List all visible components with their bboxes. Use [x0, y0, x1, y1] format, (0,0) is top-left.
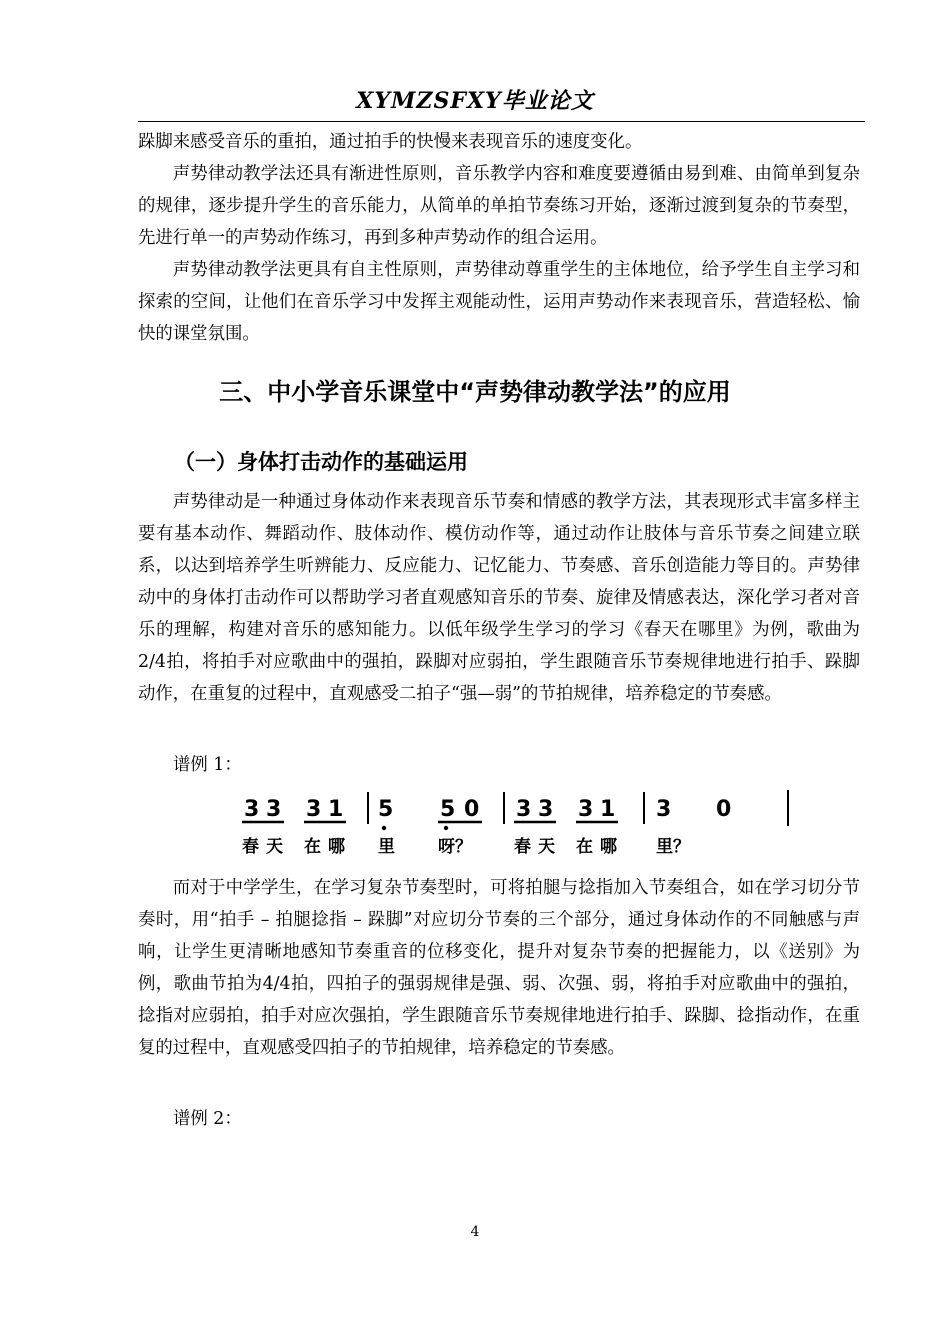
score-lyric: 哪	[328, 837, 345, 857]
page-number: 4	[470, 1224, 480, 1240]
score-lyric: 哪	[600, 837, 617, 857]
score-note: 5	[378, 797, 394, 822]
octave-dot	[382, 826, 386, 830]
octave-dot	[444, 826, 448, 830]
score-lyric: 里？	[656, 837, 690, 857]
section-heading: 三、中小学音乐课堂中“声势律动教学法”的应用	[219, 378, 731, 406]
score-lyric: 里	[378, 837, 395, 857]
header-rule	[138, 121, 865, 122]
paragraph-gradual-principle: 声势律动教学法还具有渐进性原则，音乐教学内容和难度要遵循由易到难、由简单到复杂的规律，逐步提升学生的音乐能力，从简单的单拍节奏练习开始，逐渐过渡到复杂的节奏型，先进行单一的声势动作练习，再到多种声势动作的组合运用。	[138, 164, 860, 248]
score-note: 1	[600, 797, 616, 822]
paragraph-autonomy-principle: 声势律动教学法更具有自主性原则，声势律动尊重学生的主体地位，给予学生自主学习和探索的空间，让他们在音乐学习中发挥主观能动性，运用声势动作来表现音乐，营造轻松、愉快的课堂氛围。	[138, 260, 860, 344]
score-lyric: 天	[266, 837, 283, 857]
score-note: 3	[538, 797, 554, 822]
score-lyric: 在	[304, 837, 321, 857]
score-example-1	[236, 784, 806, 864]
score-lyric: 天	[538, 837, 555, 857]
score-note: 3	[578, 797, 594, 822]
subsection-heading: （一）身体打击动作的基础运用	[174, 450, 468, 474]
score-svg	[236, 784, 806, 864]
score-note: 0	[716, 797, 732, 822]
score-note: 3	[656, 797, 672, 822]
score-lyric: 呀？	[438, 837, 472, 857]
example-1-label: 谱例 1：	[173, 755, 242, 775]
score-note: 5	[440, 797, 456, 822]
running-header: XYMZSFXY毕业论文	[356, 88, 594, 114]
score-lyric: 在	[576, 837, 593, 857]
paragraph-body-percussion: 声势律动是一种通过身体动作来表现音乐节奏和情感的教学方法，其表现形式丰富多样主要有基本动作、舞蹈动作、肢体动作、模仿动作等，通过动作让肢体与音乐节奏之间建立联系，以达到培养学生听辨能力、反应能力、记忆能力、节奏感、音乐创造能力等目的。声势律动中的身体打击动作可以帮助学习者直观感知音乐的节奏、旋律及情感表达，深化学习者对音乐的理解，构建对音乐的感知能力。以低年级学生学习的学习《春天在哪里》为例，歌曲为2/4拍，将拍手对应歌曲中的强拍，跺脚对应弱拍，学生跟随音乐节奏规律地进行拍手、跺脚动作，在重复的过程中，直观感受二拍子“强—弱”的节拍规律，培养稳定的节奏感。	[138, 492, 860, 704]
paragraph-continued: 跺脚来感受音乐的重拍，通过拍手的快慢来表现音乐的速度变化。	[138, 132, 643, 152]
score-note: 3	[306, 797, 322, 822]
paragraph-complex-rhythm: 而对于中学学生，在学习复杂节奏型时，可将拍腿与捻指加入节奏组合，如在学习切分节奏时，用“拍手 – 拍腿捻指 – 跺脚”对应切分节奏的三个部分，通过身体动作的不同触感与声响，让学生更清晰地感知节奏重音的位移变化，提升对复杂节奏的把握能力，以《送别》为例，歌曲节拍为4/4拍，四拍子的强弱规律是强、弱、次强、弱，将拍手对应歌曲中的强拍，捻指对应弱拍，拍手对应次强拍，学生跟随音乐节奏规律地进行拍手、跺脚、捻指动作，在重复的过程中，直观感受四拍子的节拍规律，培养稳定的节奏感。	[138, 878, 860, 1058]
score-note: 3	[244, 797, 260, 822]
score-lyric: 春	[514, 837, 531, 857]
example-2-label: 谱例 2：	[173, 1109, 242, 1129]
score-lyric: 春	[242, 837, 259, 857]
score-note: 1	[328, 797, 344, 822]
score-note: 0	[464, 797, 480, 822]
score-note: 3	[516, 797, 532, 822]
score-note: 3	[266, 797, 282, 822]
